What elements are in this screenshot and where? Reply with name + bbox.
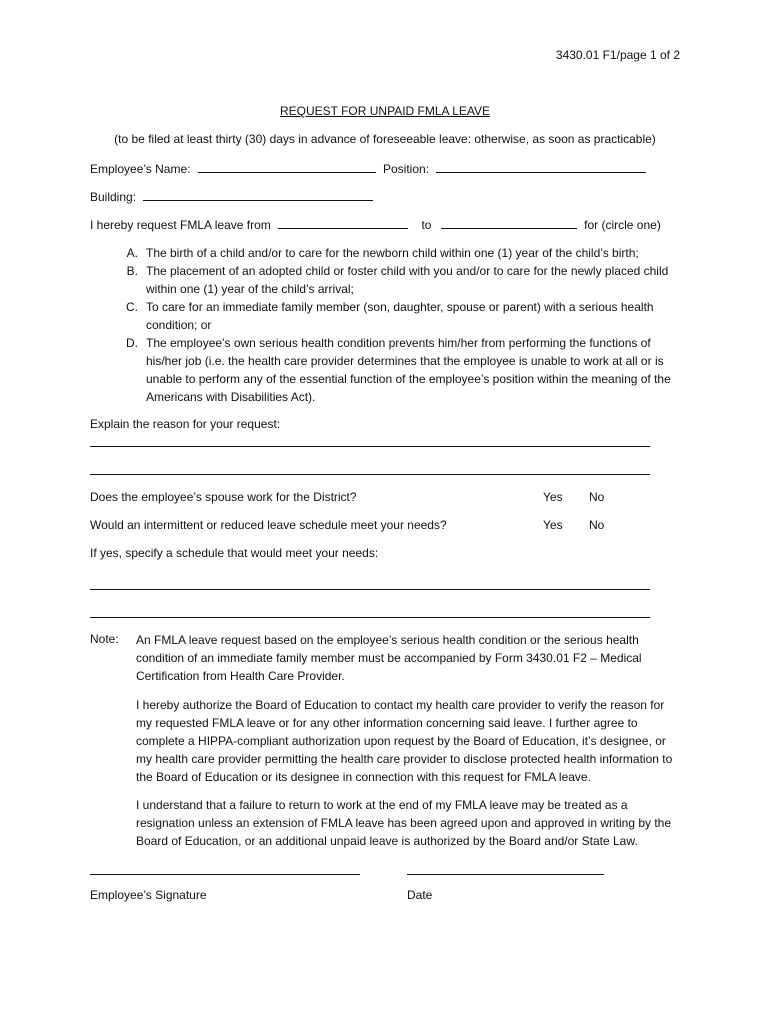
employee-signature-line[interactable] [90,874,360,875]
schedule-line-1[interactable] [90,589,650,590]
reason-marker: C. [126,300,138,314]
form-subtitle: (to be filed at least thirty (30) days in advance of foreseeable leave: otherwise, as soon as practicable) [114,132,656,146]
explain-line-1[interactable] [90,446,650,447]
reason-a[interactable] [90,244,690,262]
leave-request-row [90,216,661,232]
position-row [383,160,646,176]
explain-line-2[interactable] [90,474,650,475]
note-paragraph-certification: An FMLA leave request based on the employee’s serious health condition or the serious health condition of an immediate family member must be accompanied by Form 3430.01 F2 – Medical Certification from Health Care Provider. [136,633,642,683]
schedule-line-2[interactable] [90,617,650,618]
reason-text: To care for an immediate family member (son, daughter, spouse or parent) with a serious health condition; or [146,300,654,332]
building-label: Building: [90,190,137,204]
leave-to-field[interactable] [441,216,577,229]
question-spouse: Does the employee’s spouse work for the District? [90,490,357,504]
schedule-label: If yes, specify a schedule that would meet your needs: [90,546,379,560]
question-intermittent-no[interactable]: No [589,518,605,532]
date-label: Date [407,888,433,902]
form-reference: 3430.01 F1/page 1 of 2 [555,48,680,62]
question-spouse-yes[interactable]: Yes [543,490,563,504]
employee-name-label: Employee’s Name: [90,162,191,176]
form-title: REQUEST FOR UNPAID FMLA LEAVE [279,104,491,118]
note-paragraph-resignation: I understand that a failure to return to work at the end of my FMLA leave may be treated as a resignation unless an extension of FMLA leave has been agreed upon and approved in writing by the Board of Education, or an additional unpaid leave is authorized by the Board and/or State Law. [136,798,672,848]
employee-name-row [90,160,376,176]
reason-c[interactable] [90,298,690,334]
date-line[interactable] [407,874,604,875]
reason-text: The placement of an adopted child or foster child with you and/or to care for the newly placed child within one (1) year of the child’s arrival; [146,264,669,296]
question-spouse-no[interactable]: No [589,490,605,504]
note-label: Note: [90,632,119,646]
leave-request-suffix: for (circle one) [584,218,661,232]
leave-request-prefix: I hereby request FMLA leave from [90,218,271,232]
reason-marker: A. [126,246,138,260]
explain-label: Explain the reason for your request: [90,417,281,431]
employee-name-field[interactable] [198,160,376,173]
leave-from-field[interactable] [278,216,408,229]
employee-signature-label: Employee’s Signature [90,888,207,902]
position-label: Position: [383,162,430,176]
building-field[interactable] [143,188,373,201]
note-paragraph-authorization: I hereby authorize the Board of Education to contact my health care provider to verify the reason for my requested FMLA leave or for any other information concerning said leave. I further agree to complete a HIPPA-compliant authorization upon request by the Board of Education, it’s designee, or my health care provider permitting the health care provider to disclose protected health information to the Board of Education or its designee in connection with this request for FMLA leave. [136,698,673,784]
position-field[interactable] [436,160,646,173]
reason-marker: B. [126,264,138,278]
reason-d[interactable] [90,334,690,406]
question-intermittent-yes[interactable]: Yes [543,518,563,532]
reason-list [90,244,690,406]
building-row [90,188,373,204]
reason-marker: D. [126,336,138,350]
reason-b[interactable] [90,262,690,298]
leave-request-to: to [421,218,432,232]
reason-text: The employee’s own serious health condition prevents him/her from performing the functions of his/her job (i.e. the health care provider determines that the employee is unable to work at all or is unable to perform any of the essential function of the employee’s position within the meaning of the Americans with Disabilities Act). [146,336,671,404]
question-intermittent: Would an intermittent or reduced leave schedule meet your needs? [90,518,447,532]
reason-text: The birth of a child and/or to care for the newborn child within one (1) year of the child’s birth; [146,246,639,260]
